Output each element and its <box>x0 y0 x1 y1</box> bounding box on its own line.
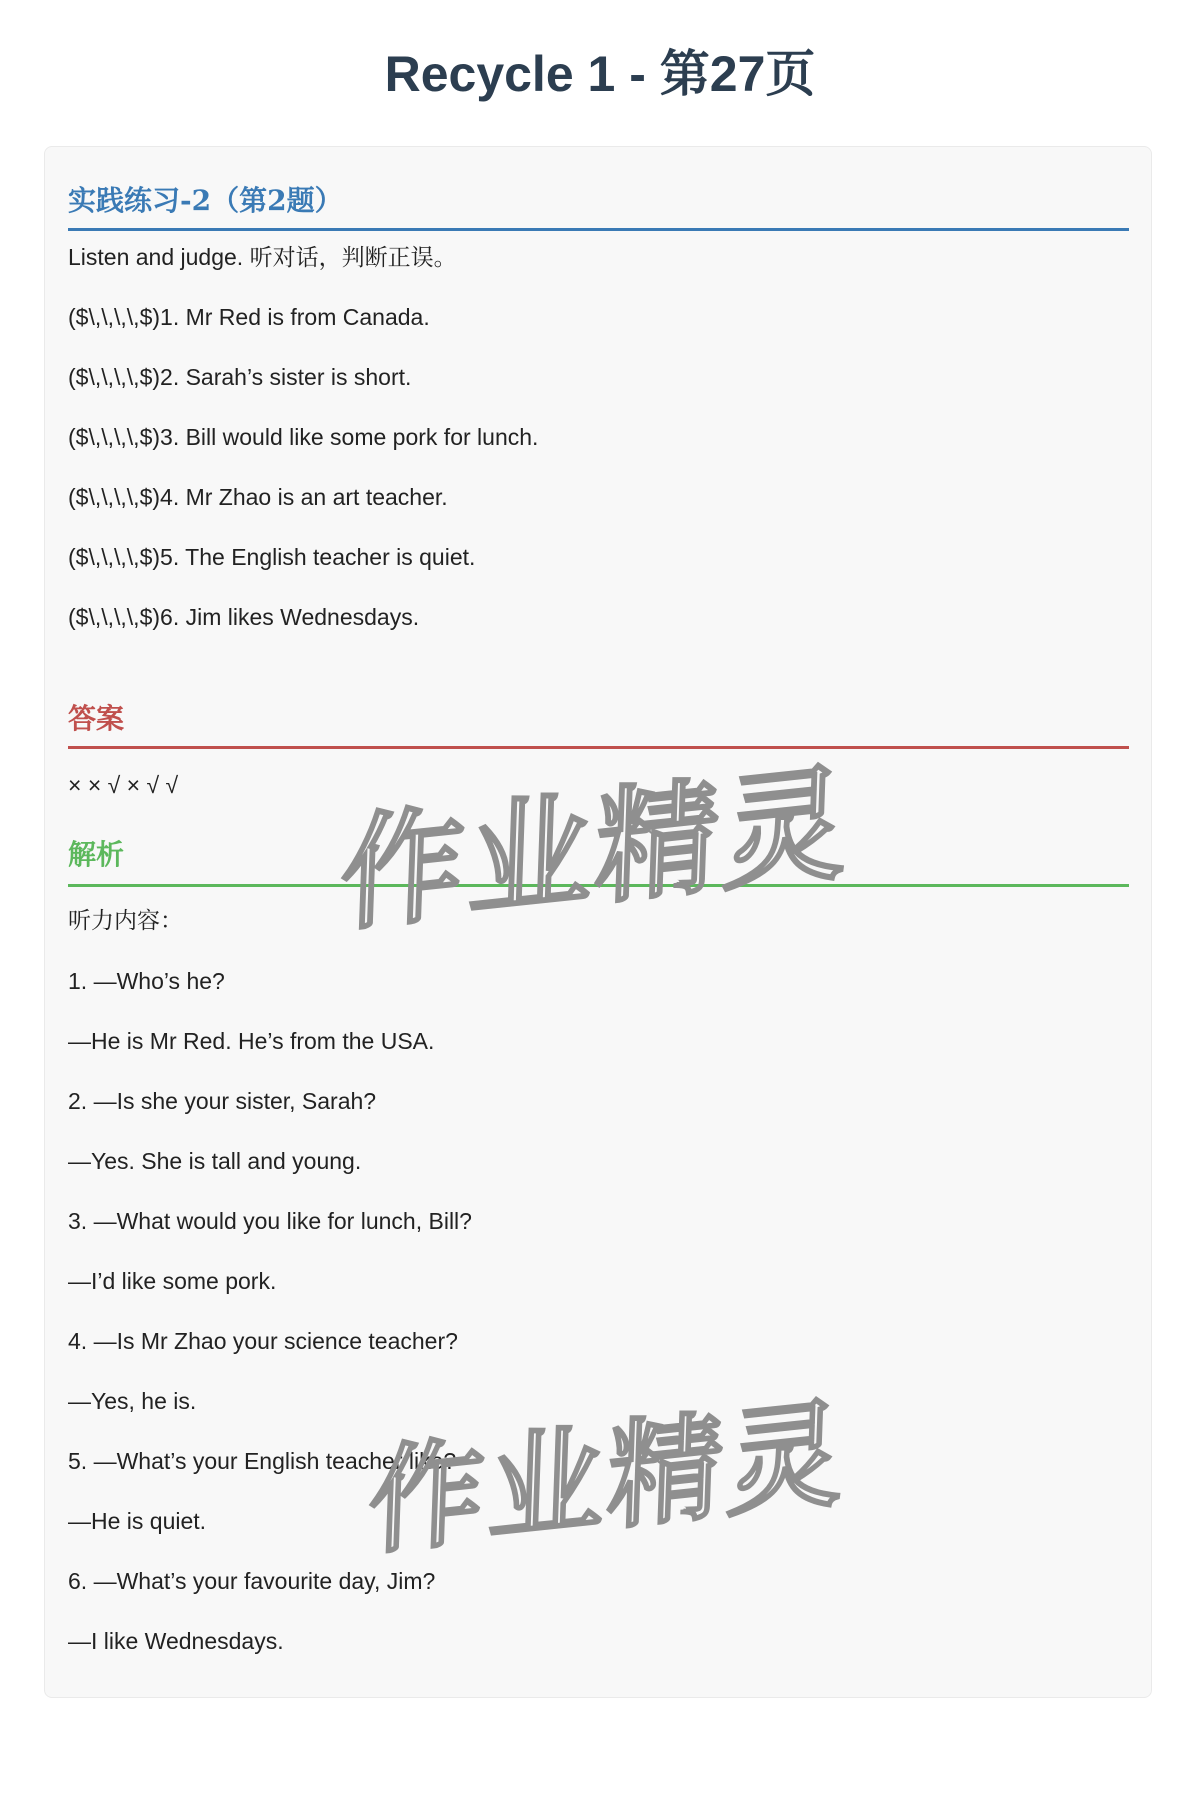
transcript-line: 6. —What’s your favourite day, Jim? <box>68 1568 436 1594</box>
transcript-line: —I’d like some pork. <box>68 1268 277 1294</box>
instruction-en: Listen and judge. <box>68 244 244 270</box>
question-heading: 实践练习-2（第2题） <box>68 181 1129 231</box>
instruction-line <box>68 239 457 276</box>
transcript-line: —Yes, he is. <box>68 1388 197 1414</box>
transcript-line: 1. —Who’s he? <box>68 968 225 994</box>
answer-text: × × √ × √ √ <box>68 772 179 798</box>
question-item-1: ($\,\,\,\,$)1. Mr Red is from Canada. <box>68 304 430 330</box>
content-card <box>44 146 1152 1698</box>
transcript-line: 4. —Is Mr Zhao your science teacher? <box>68 1328 458 1354</box>
analysis-intro: 听力内容： <box>68 908 183 934</box>
transcript-line: —He is Mr Red. He’s from the USA. <box>68 1028 435 1054</box>
transcript-line: 5. —What’s your English teacher like? <box>68 1448 457 1474</box>
transcript-line: —I like Wednesdays. <box>68 1628 284 1654</box>
transcript-line: 3. —What would you like for lunch, Bill? <box>68 1208 472 1234</box>
transcript-line: —Yes. She is tall and young. <box>68 1148 362 1174</box>
question-item-5: ($\,\,\,\,$)5. The English teacher is quiet. <box>68 544 476 570</box>
transcript-line: 2. —Is she your sister, Sarah? <box>68 1088 377 1114</box>
question-item-4: ($\,\,\,\,$)4. Mr Zhao is an art teacher. <box>68 484 448 510</box>
transcript-line: —He is quiet. <box>68 1508 207 1534</box>
question-item-2: ($\,\,\,\,$)2. Sarah’s sister is short. <box>68 364 412 390</box>
answer-heading: 答案 <box>68 699 1129 749</box>
instruction-cn: 听对话，判断正误。 <box>249 245 457 271</box>
question-item-6: ($\,\,\,\,$)6. Jim likes Wednesdays. <box>68 604 420 630</box>
analysis-heading: 解析 <box>68 835 1129 887</box>
page-title: Recycle 1 - 第27页 <box>384 46 816 102</box>
question-item-3: ($\,\,\,\,$)3. Bill would like some pork for lunch. <box>68 424 539 450</box>
